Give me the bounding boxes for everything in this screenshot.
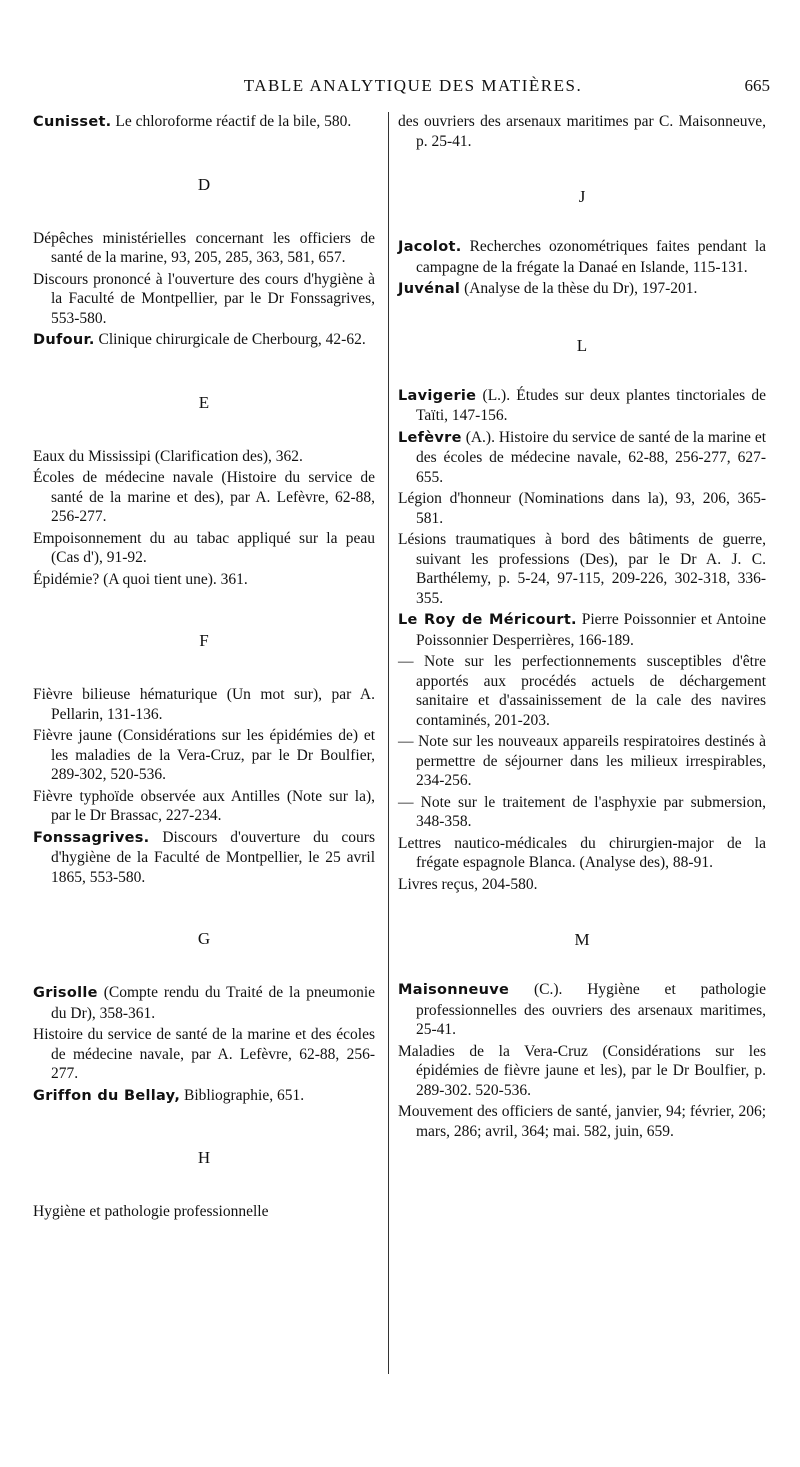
page-number: 665 — [744, 76, 770, 95]
index-entry — [398, 652, 766, 730]
index-entry — [398, 610, 766, 650]
section-letter: J — [578, 187, 586, 206]
entry-text: — Note sur les perfectionnements susceptibles d'être apportés aux procédés actuels de déchargement sanitaire et d'assainissement de la cale des navires contaminés, 201-203. — [398, 653, 766, 729]
index-entry — [33, 330, 375, 351]
entry-text: (L.). Études sur deux plantes tinctoriales de Taïti, 147-156. — [416, 386, 767, 424]
index-entry — [33, 270, 375, 329]
entry-author: Lavigerie — [398, 387, 477, 404]
index-entry — [398, 279, 766, 300]
entry-text: Livres reçus, 204-580. — [398, 875, 538, 893]
entry-author: Jacolot. — [398, 239, 462, 255]
entry-author: Cunisset. — [33, 114, 112, 130]
index-entry — [33, 447, 375, 467]
entry-text: Clinique chirurgicale de Cherbourg, 42-62. — [98, 331, 366, 348]
entry-text: Pierre Poissonnier et Antoine Poissonnier Desperrières, 166-189. — [416, 611, 766, 649]
index-entry — [33, 828, 375, 888]
entry-text: Hygiène et pathologie professionnelle — [33, 1203, 269, 1220]
entry-text: Discours d'ouverture du cours d'hygiène de la Faculté de Montpellier, le 25 avril 1865, 553-580. — [51, 828, 375, 886]
index-entry — [33, 229, 375, 268]
entry-text: Écoles de médecine navale (Histoire du service de santé de la marine et des), par A. Lefèvre, 62-88, 256-277. — [33, 469, 375, 525]
index-entry — [33, 1025, 375, 1084]
entry-author: Dufour. — [33, 332, 95, 348]
index-entry — [398, 1102, 766, 1141]
entry-text: des ouvriers des arsenaux maritimes par C. Maisonneuve, p. 25-41. — [398, 113, 766, 150]
entry-author: Fonssagrives. — [33, 829, 150, 846]
entry-text: Discours prononcé à l'ouverture des cours d'hygiène à la Faculté de Montpellier, par le Dr Fonssagrives, 553-580. — [33, 270, 375, 327]
section-letter: G — [197, 929, 211, 948]
index-entry — [398, 428, 766, 488]
entry-text: Fièvre bilieuse hématurique (Un mot sur), par A. Pellarin, 131-136. — [33, 686, 375, 723]
index-entry — [33, 468, 375, 527]
page-header — [36, 76, 770, 98]
entry-text: Fièvre jaune (Considérations sur les épidémies de) et les maladies de la Vera-Cruz, par le Dr Boulfier, 289-302, 520-536. — [33, 727, 375, 783]
index-entry — [398, 530, 766, 608]
index-entry — [398, 834, 766, 873]
entry-text: — Note sur les nouveaux appareils respiratoires destinés à permettre de séjourner dans les milieux irrespirables, 234-256. — [398, 733, 766, 789]
entry-text: Empoisonnement du au tabac appliqué sur la peau (Cas d'), 91-92. — [33, 529, 375, 566]
entry-text: Dépêches ministérielles concernant les officiers de santé de la marine, 93, 205, 285, 363, 581, 657. — [33, 229, 375, 266]
entry-text: (Analyse de la thèse du Dr), 197-201. — [464, 280, 698, 297]
index-entry — [398, 1042, 766, 1101]
entry-text: Lettres nautico-médicales du chirurgien-major de la frégate espagnole Blanca. (Analyse des), 88-91. — [398, 834, 766, 871]
right-column — [398, 112, 766, 1143]
section-letter: M — [574, 930, 590, 949]
entry-text: Eaux du Mississipi (Clarification des), 362. — [33, 447, 303, 465]
index-entry — [398, 980, 766, 1040]
entry-text: Maladies de la Vera-Cruz (Considérations sur les épidémies de fièvre jaune et les), par le Dr Boulfier, p. 289-302. 520-536. — [398, 1042, 766, 1099]
section-letter: D — [197, 174, 211, 194]
entry-author: Maisonneuve — [398, 982, 510, 998]
index-entry — [33, 726, 375, 785]
index-entry — [398, 875, 766, 895]
column-divider — [388, 112, 389, 1374]
index-entry — [398, 386, 766, 426]
entry-author: Le Roy de Méricourt. — [398, 612, 577, 628]
index-entry — [33, 1086, 375, 1107]
index-entry — [398, 732, 766, 791]
index-entry — [33, 1202, 375, 1222]
section-letter: H — [197, 1148, 211, 1167]
entry-text: Bibliographie, 651. — [184, 1086, 305, 1104]
index-entry — [398, 237, 766, 277]
entry-author: Griffon du Bellay, — [33, 1087, 181, 1104]
entry-text: Lésions traumatiques à bord des bâtiments de guerre, suivant les professions (Des), par le Dr A. J. C. Barthélemy, p. 5-24, 97-115, 209-226, 302-318, 336-355. — [398, 531, 766, 607]
entry-author: Lefèvre — [398, 429, 462, 446]
section-letter: L — [576, 335, 588, 355]
index-entry — [398, 489, 766, 528]
index-entry — [33, 529, 375, 568]
entry-author: Grisolle — [33, 985, 98, 1001]
index-entry — [33, 787, 375, 826]
entry-text: Le chloroforme réactif de la bile, 580. — [115, 113, 352, 130]
index-entry — [33, 685, 375, 724]
entry-text: Épidémie? (A quoi tient une). 361. — [33, 570, 248, 588]
index-entry — [398, 112, 766, 151]
left-column — [33, 112, 375, 1224]
entry-text: Légion d'honneur (Nominations dans la), 93, 206, 365-581. — [398, 490, 766, 527]
entry-text: Recherches ozonométriques faites pendant la campagne de la frégate la Danaé en Islande, 115-131. — [416, 238, 766, 276]
entry-text: (C.). Hygiène et pathologie professionnelles des ouvriers des arsenaux maritimes, 25-41. — [416, 981, 766, 1038]
entry-text: — Note sur le traitement de l'asphyxie par submersion, 348-358. — [398, 793, 766, 830]
running-title: TABLE ANALYTIQUE DES MATIÈRES. — [243, 76, 583, 95]
index-entry — [33, 112, 375, 133]
index-entry — [33, 570, 375, 590]
entry-text: Fièvre typhoïde observée aux Antilles (Note sur la), par le Dr Brassac, 227-234. — [33, 787, 375, 824]
index-entry — [398, 793, 766, 832]
index-entry — [33, 983, 375, 1023]
section-letter: E — [198, 392, 210, 412]
entry-text: Histoire du service de santé de la marine et des écoles de médecine navale, par A. Lefèvre, 62-88, 256-277. — [33, 1026, 375, 1082]
entry-text: (Compte rendu du Traité de la pneumonie du Dr), 358-361. — [51, 984, 375, 1022]
entry-text: Mouvement des officiers de santé, janvier, 94; février, 206; mars, 286; avril, 364; mai. 582, juin, 659. — [398, 1103, 766, 1140]
section-letter: F — [199, 631, 209, 650]
entry-text: (A.). Histoire du service de santé de la marine et des écoles de médecine navale, 62-88, 256-277, 627-655. — [416, 428, 767, 486]
entry-author: Juvénal — [398, 281, 461, 297]
